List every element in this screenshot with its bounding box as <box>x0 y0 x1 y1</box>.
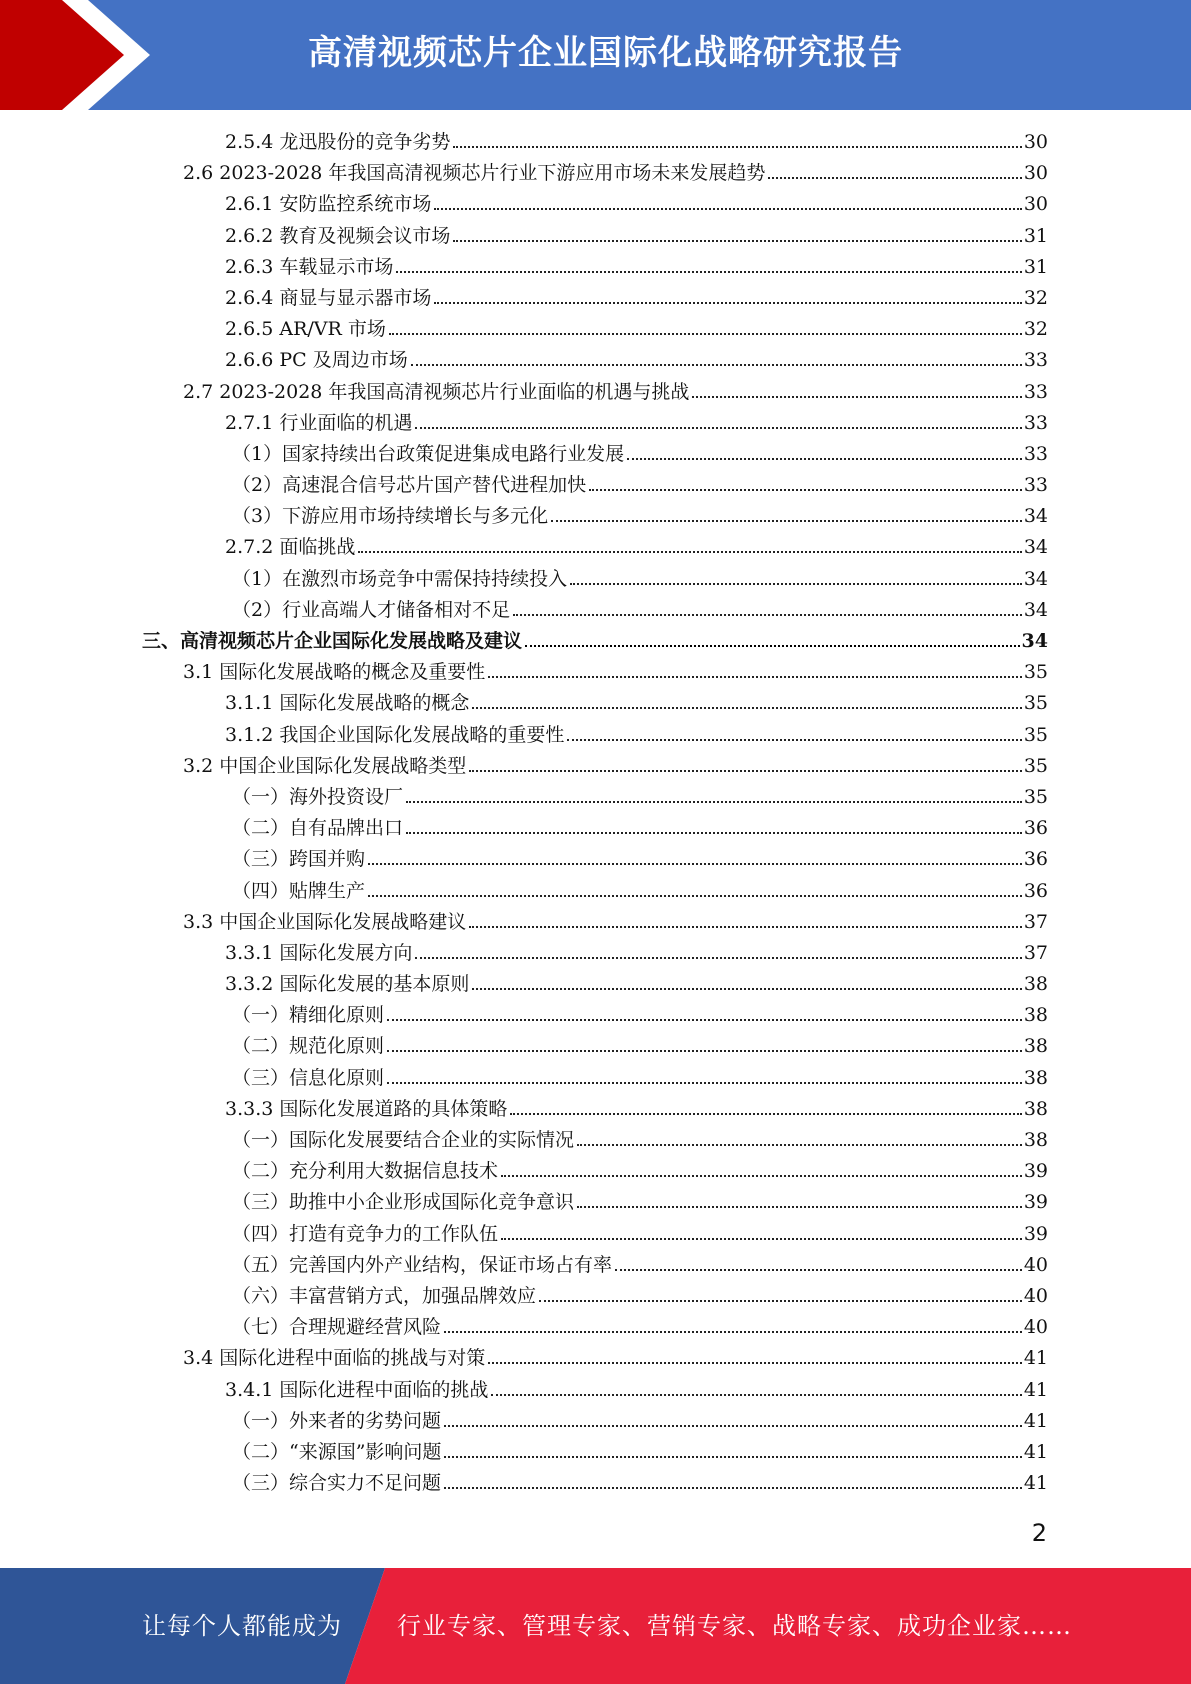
toc-entry-page: 35 <box>1023 661 1048 684</box>
toc-dot-leader <box>396 271 1021 273</box>
toc-entry-label: （二）规范化原则 <box>232 1031 387 1062</box>
toc-entry-page: 37 <box>1023 941 1048 964</box>
toc-entry-page: 40 <box>1023 1284 1048 1307</box>
toc-entry[interactable] <box>0 1094 1191 1125</box>
toc-entry-label: （二）充分利用大数据信息技术 <box>232 1156 501 1187</box>
toc-entry-label: 2.7.1 行业面临的机遇 <box>225 408 415 439</box>
toc-entry-page: 38 <box>1023 973 1048 996</box>
toc-entry[interactable] <box>0 345 1191 376</box>
toc-entry[interactable] <box>0 720 1191 751</box>
toc-entry-label: 2.7.2 面临挑战 <box>225 532 358 563</box>
toc-entry[interactable] <box>0 221 1191 252</box>
toc-entry-label: （四）打造有竞争力的工作队伍 <box>232 1219 501 1250</box>
toc-entry[interactable] <box>0 1468 1191 1499</box>
toc-entry-label: （3）下游应用市场持续增长与多元化 <box>232 501 551 532</box>
toc-dot-leader <box>472 988 1021 990</box>
toc-entry-page: 33 <box>1023 349 1048 372</box>
toc-entry-page: 34 <box>1023 505 1048 528</box>
toc-entry[interactable] <box>0 1219 1191 1250</box>
toc-dot-leader <box>627 458 1022 460</box>
toc-entry-label: 2.6.1 安防监控系统市场 <box>225 189 434 220</box>
toc-entry-page: 39 <box>1023 1222 1048 1245</box>
toc-dot-leader <box>768 177 1021 179</box>
toc-entry-label: （四）贴牌生产 <box>232 876 368 907</box>
toc-entry[interactable] <box>0 626 1191 657</box>
toc-entry-label: 2.6 2023-2028 年我国高清视频芯片行业下游应用市场未来发展趋势 <box>183 158 768 189</box>
toc-entry-label: （三）信息化原则 <box>232 1063 387 1094</box>
toc-entry[interactable] <box>0 470 1191 501</box>
toc-entry-page: 41 <box>1023 1440 1048 1463</box>
toc-entry-label: （一）精细化原则 <box>232 1000 387 1031</box>
toc-entry-label: （一）国际化发展要结合企业的实际情况 <box>232 1125 577 1156</box>
toc-dot-leader <box>567 739 1021 741</box>
toc-entry-page: 38 <box>1023 1129 1048 1151</box>
toc-entry[interactable] <box>0 595 1191 626</box>
toc-entry[interactable] <box>0 1312 1191 1343</box>
toc-entry-page: 41 <box>1023 1347 1048 1370</box>
page-number: 2 <box>1031 1519 1047 1547</box>
toc-entry-label: 3.3.2 国际化发展的基本原则 <box>225 969 472 1000</box>
toc-entry-label: 2.6.6 PC 及周边市场 <box>225 345 411 376</box>
toc-dot-leader <box>453 146 1021 148</box>
toc-entry[interactable] <box>0 189 1191 220</box>
toc-entry-label: （三）跨国并购 <box>232 844 368 875</box>
toc-dot-leader <box>589 489 1022 491</box>
page-header <box>0 0 1191 110</box>
toc-entry-page: 32 <box>1023 286 1048 309</box>
toc-entry[interactable] <box>0 1125 1191 1156</box>
toc-entry[interactable] <box>0 844 1191 875</box>
toc-entry[interactable] <box>0 439 1191 470</box>
toc-entry-page: 35 <box>1023 723 1048 746</box>
toc-entry-label: 3.1 国际化发展战略的概念及重要性 <box>183 657 488 688</box>
toc-entry-label: 3.3.3 国际化发展道路的具体策略 <box>225 1094 510 1125</box>
toc-dot-leader <box>434 302 1021 304</box>
toc-dot-leader <box>444 1425 1022 1427</box>
toc-dot-leader <box>389 333 1022 335</box>
toc-dot-leader <box>577 1144 1022 1146</box>
toc-dot-leader <box>539 1300 1022 1302</box>
toc-entry[interactable] <box>0 1250 1191 1281</box>
toc-entry-page: 38 <box>1023 1066 1048 1089</box>
toc-entry-label: 2.5.4 龙迅股份的竞争劣势 <box>225 127 453 158</box>
toc-dot-leader <box>368 863 1022 865</box>
toc-dot-leader <box>368 895 1022 897</box>
toc-entry[interactable] <box>0 657 1191 688</box>
toc-entry[interactable] <box>0 158 1191 189</box>
toc-dot-leader <box>501 1175 1022 1177</box>
toc-entry-page: 40 <box>1023 1316 1048 1339</box>
toc-entry-label: （五）完善国内外产业结构，保证市场占有率 <box>232 1250 615 1281</box>
toc-entry-page: 34 <box>1023 536 1048 559</box>
toc-entry[interactable] <box>0 688 1191 719</box>
toc-entry-page: 34 <box>1023 567 1048 590</box>
toc-entry-page: 33 <box>1023 442 1048 465</box>
toc-dot-leader <box>444 1487 1022 1489</box>
toc-dot-leader <box>510 1113 1021 1115</box>
toc-dot-leader <box>444 1456 1021 1458</box>
toc-entry-page: 33 <box>1023 474 1048 497</box>
toc-entry-label: 3.1.2 我国企业国际化发展战略的重要性 <box>225 720 567 751</box>
toc-entry-page: 31 <box>1023 255 1048 278</box>
toc-dot-leader <box>501 1238 1022 1240</box>
toc-entry-label: （1）在激烈市场竞争中需保持持续投入 <box>232 564 570 595</box>
toc-entry[interactable] <box>0 314 1191 345</box>
toc-entry-page: 33 <box>1023 380 1048 403</box>
toc-entry-label: （二）自有品牌出口 <box>232 813 406 844</box>
toc-dot-leader <box>488 1362 1022 1364</box>
toc-entry-label: 三、高清视频芯片企业国际化发展战略及建议 <box>142 626 525 657</box>
toc-entry[interactable] <box>0 532 1191 563</box>
page-footer <box>0 1568 1191 1684</box>
toc-entry[interactable] <box>0 1063 1191 1094</box>
toc-dot-leader <box>513 614 1022 616</box>
toc-entry[interactable] <box>0 1000 1191 1031</box>
toc-entry-page: 35 <box>1023 754 1048 777</box>
toc-entry-page: 36 <box>1023 879 1048 902</box>
toc-entry[interactable] <box>0 813 1191 844</box>
toc-entry-label: （六）丰富营销方式，加强品牌效应 <box>232 1281 539 1312</box>
toc-entry-label: 2.7 2023-2028 年我国高清视频芯片行业面临的机遇与挑战 <box>183 377 692 408</box>
toc-entry-page: 36 <box>1023 817 1048 840</box>
toc-entry-label: 3.4.1 国际化进程中面临的挑战 <box>225 1375 491 1406</box>
toc-entry-label: （1）国家持续出台政策促进集成电路行业发展 <box>232 439 627 470</box>
toc-dot-leader <box>488 676 1022 678</box>
toc-entry-page: 38 <box>1023 1035 1048 1058</box>
toc-entry-page: 41 <box>1023 1472 1048 1495</box>
toc-entry-label: 3.3 中国企业国际化发展战略建议 <box>183 907 469 938</box>
toc-entry-page: 33 <box>1023 411 1048 434</box>
toc-dot-leader <box>434 208 1021 210</box>
toc-entry-page: 30 <box>1023 193 1048 216</box>
toc-entry-label: 2.6.4 商显与显示器市场 <box>225 283 434 314</box>
toc-entry[interactable] <box>0 1343 1191 1374</box>
toc-entry-page: 34 <box>1021 630 1048 652</box>
toc-entry[interactable] <box>0 1031 1191 1062</box>
toc-entry-page: 30 <box>1023 162 1048 185</box>
toc-dot-leader <box>411 364 1022 366</box>
toc-entry[interactable] <box>0 283 1191 314</box>
toc-entry[interactable] <box>0 1156 1191 1187</box>
toc-entry-page: 38 <box>1023 1004 1048 1027</box>
toc-dot-leader <box>406 832 1022 834</box>
toc-entry-label: 2.6.3 车载显示市场 <box>225 252 396 283</box>
toc-entry-label: （三）综合实力不足问题 <box>232 1468 444 1499</box>
toc-entry-label: 3.4 国际化进程中面临的挑战与对策 <box>183 1343 488 1374</box>
toc-dot-leader <box>415 427 1021 429</box>
toc-dot-leader <box>472 707 1021 709</box>
toc-entry-label: 2.6.5 AR/VR 市场 <box>225 314 389 345</box>
toc-dot-leader <box>387 1019 1022 1021</box>
toc-entry[interactable] <box>0 1281 1191 1312</box>
toc-entry-label: （一）海外投资设厂 <box>232 782 406 813</box>
toc-entry[interactable] <box>0 969 1191 1000</box>
toc-dot-leader <box>453 240 1021 242</box>
toc-dot-leader <box>525 645 1020 647</box>
toc-entry[interactable] <box>0 564 1191 595</box>
toc-entry-label: 3.2 中国企业国际化发展战略类型 <box>183 751 469 782</box>
toc-entry[interactable] <box>0 751 1191 782</box>
toc-entry[interactable] <box>0 252 1191 283</box>
toc-entry-label: （三）助推中小企业形成国际化竞争意识 <box>232 1187 577 1218</box>
report-title: 高清视频芯片企业国际化战略研究报告 <box>308 33 903 73</box>
toc-dot-leader <box>406 801 1022 803</box>
toc-entry[interactable] <box>0 127 1191 158</box>
toc-entry-page: 35 <box>1023 692 1048 715</box>
toc-entry[interactable] <box>0 377 1191 408</box>
toc-entry-page: 41 <box>1023 1409 1048 1432</box>
toc-entry[interactable] <box>0 1187 1191 1218</box>
toc-dot-leader <box>358 551 1021 553</box>
toc-entry[interactable] <box>0 938 1191 969</box>
toc-entry-page: 38 <box>1023 1097 1048 1120</box>
toc-dot-leader <box>387 1082 1022 1084</box>
toc-entry-label: （2）行业高端人才储备相对不足 <box>232 595 513 626</box>
toc-entry-label: （二）“来源国”影响问题 <box>232 1437 444 1468</box>
toc-entry-label: 3.1.1 国际化发展战略的概念 <box>225 688 472 719</box>
toc-entry[interactable] <box>0 1406 1191 1437</box>
toc-entry-label: 2.6.2 教育及视频会议市场 <box>225 221 453 252</box>
toc-entry-page: 41 <box>1023 1378 1048 1401</box>
toc-dot-leader <box>551 520 1022 522</box>
table-of-contents <box>0 127 1191 1499</box>
toc-entry[interactable] <box>0 1375 1191 1406</box>
toc-entry-page: 36 <box>1023 848 1048 871</box>
toc-entry-page: 32 <box>1023 318 1048 341</box>
toc-entry[interactable] <box>0 907 1191 938</box>
toc-dot-leader <box>469 770 1022 772</box>
toc-entry[interactable] <box>0 501 1191 532</box>
toc-entry[interactable] <box>0 408 1191 439</box>
toc-entry-label: （一）外来者的劣势问题 <box>232 1406 444 1437</box>
toc-entry[interactable] <box>0 1437 1191 1468</box>
toc-entry-page: 34 <box>1023 598 1048 621</box>
footer-slogan-left: 让每个人都能成为 <box>142 1612 342 1640</box>
toc-dot-leader <box>692 396 1021 398</box>
toc-entry-page: 40 <box>1023 1253 1048 1276</box>
footer-slogan-right: 行业专家、管理专家、营销专家、战略专家、成功企业家…… <box>397 1612 1072 1640</box>
toc-dot-leader <box>415 957 1021 959</box>
toc-entry[interactable] <box>0 782 1191 813</box>
toc-dot-leader <box>444 1331 1022 1333</box>
toc-entry-page: 37 <box>1023 910 1048 933</box>
toc-dot-leader <box>570 583 1022 585</box>
toc-entry-label: （七）合理规避经营风险 <box>232 1312 444 1343</box>
toc-dot-leader <box>387 1050 1022 1052</box>
toc-dot-leader <box>491 1394 1021 1396</box>
toc-entry-page: 39 <box>1023 1191 1048 1214</box>
toc-dot-leader <box>469 926 1022 928</box>
toc-entry-label: 3.3.1 国际化发展方向 <box>225 938 415 969</box>
toc-entry[interactable] <box>0 876 1191 907</box>
toc-entry-page: 30 <box>1023 131 1048 153</box>
toc-dot-leader <box>577 1206 1022 1208</box>
toc-entry-page: 39 <box>1023 1160 1048 1183</box>
toc-entry-page: 35 <box>1023 785 1048 808</box>
toc-entry-page: 31 <box>1023 224 1048 247</box>
toc-dot-leader <box>615 1269 1022 1271</box>
toc-entry-label: （2）高速混合信号芯片国产替代进程加快 <box>232 470 589 501</box>
